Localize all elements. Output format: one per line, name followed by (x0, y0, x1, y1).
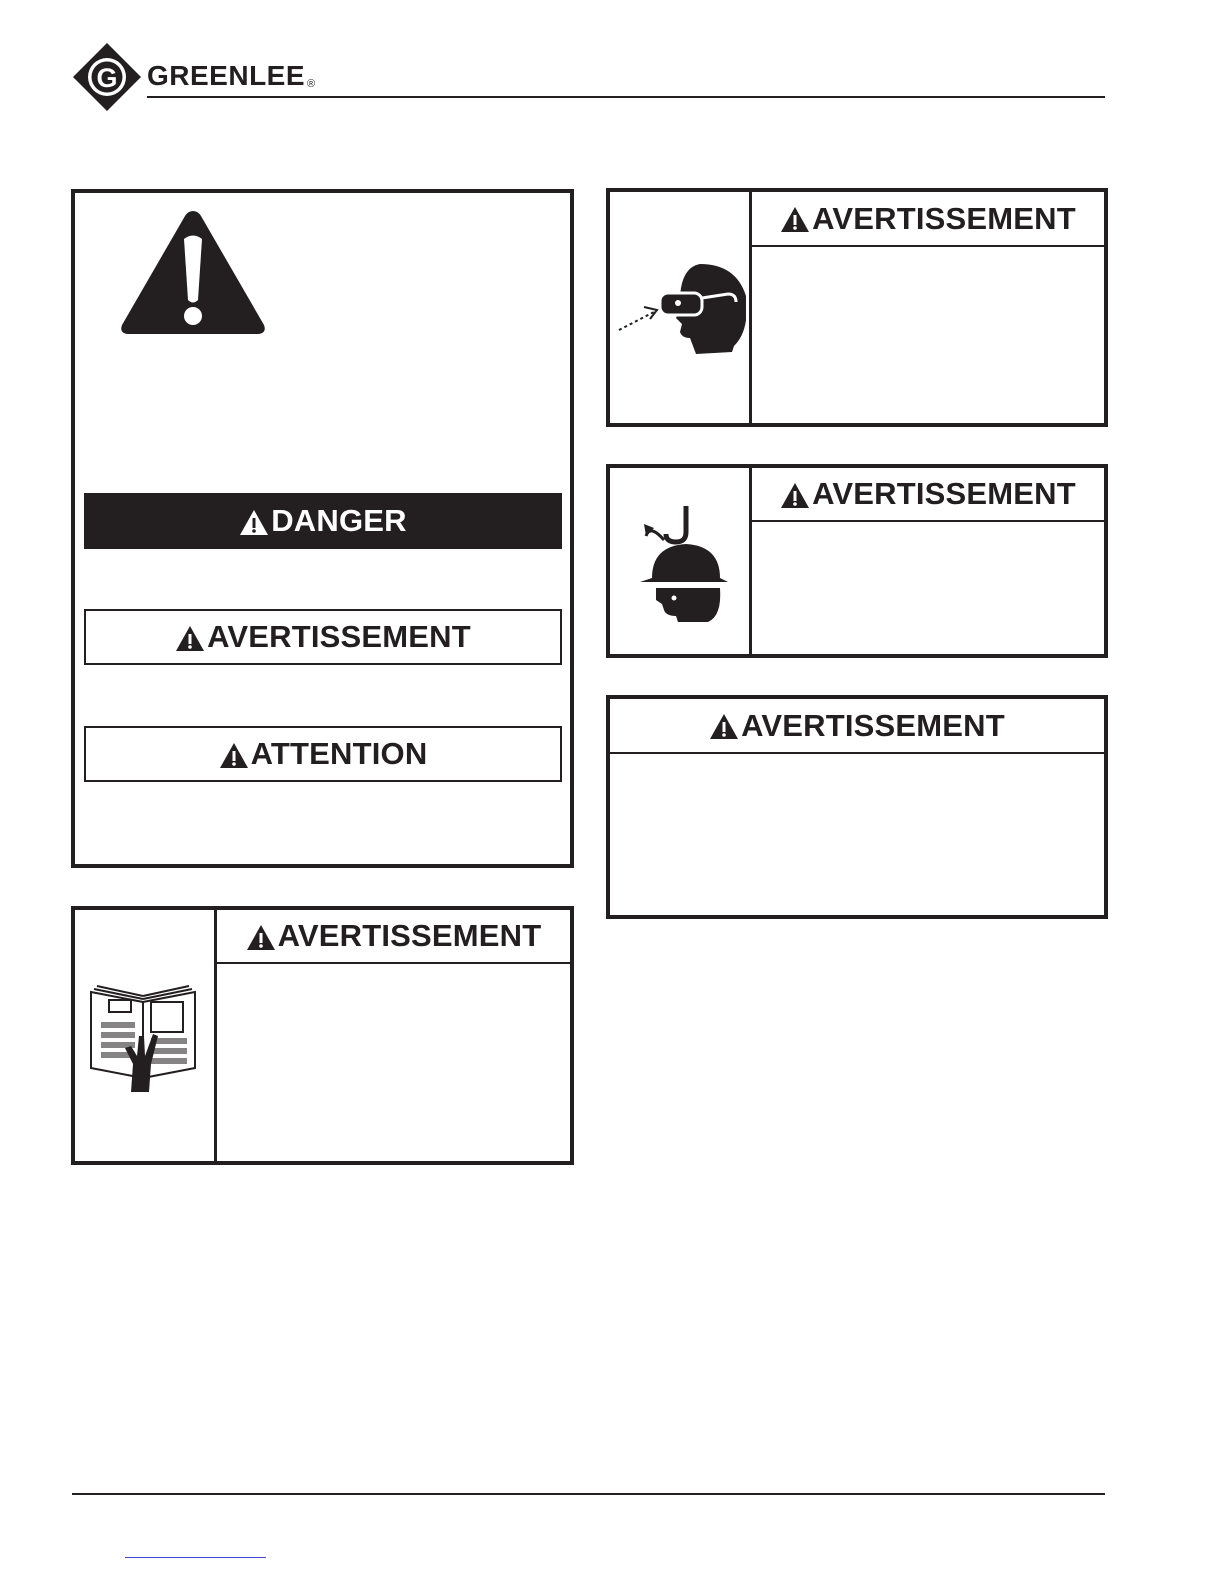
danger-header (84, 493, 562, 549)
eye-protection-warning-box (606, 188, 1108, 427)
warning-label: AVERTISSEMENT (812, 200, 1076, 236)
warning-header (217, 910, 570, 964)
warning-header (84, 609, 562, 665)
read-manual-warning-box (71, 906, 574, 1165)
greenlee-logo-icon (72, 42, 142, 112)
safety-alert-triangle-icon (118, 207, 268, 339)
hard-hat-icon (634, 502, 734, 626)
logo-letter: G (96, 63, 118, 93)
warning-label: AVERTISSEMENT (277, 918, 542, 953)
warning-header (752, 192, 1104, 247)
warning-triangle-icon (239, 509, 269, 536)
danger-label: DANGER (271, 503, 407, 538)
warning-triangle-icon (709, 713, 739, 740)
footer-rule (72, 1493, 1105, 1495)
warning-triangle-icon (175, 625, 205, 652)
footer-link-underline[interactable] (125, 1557, 266, 1558)
warning-label: AVERTISSEMENT (741, 707, 1005, 743)
brand-name-text: GREENLEE (147, 60, 306, 91)
warning-label: AVERTISSEMENT (207, 619, 471, 654)
warning-header (752, 468, 1104, 522)
safety-alert-box (71, 189, 574, 868)
warning-triangle-icon (780, 206, 810, 233)
caution-header (84, 726, 562, 782)
brand-name (147, 60, 316, 100)
registered-mark: ® (307, 78, 316, 90)
warning-triangle-icon (219, 742, 249, 769)
hard-hat-warning-box (606, 464, 1108, 658)
warning-label: AVERTISSEMENT (812, 476, 1076, 511)
brand-logo (72, 42, 142, 112)
read-manual-icon (87, 978, 205, 1094)
eye-protection-icon (616, 260, 746, 356)
caution-label: ATTENTION (250, 736, 428, 771)
header-rule (147, 96, 1105, 98)
warning-triangle-icon (780, 482, 810, 509)
general-warning-box (606, 695, 1108, 919)
warning-header (610, 699, 1104, 754)
warning-triangle-icon (246, 924, 276, 951)
